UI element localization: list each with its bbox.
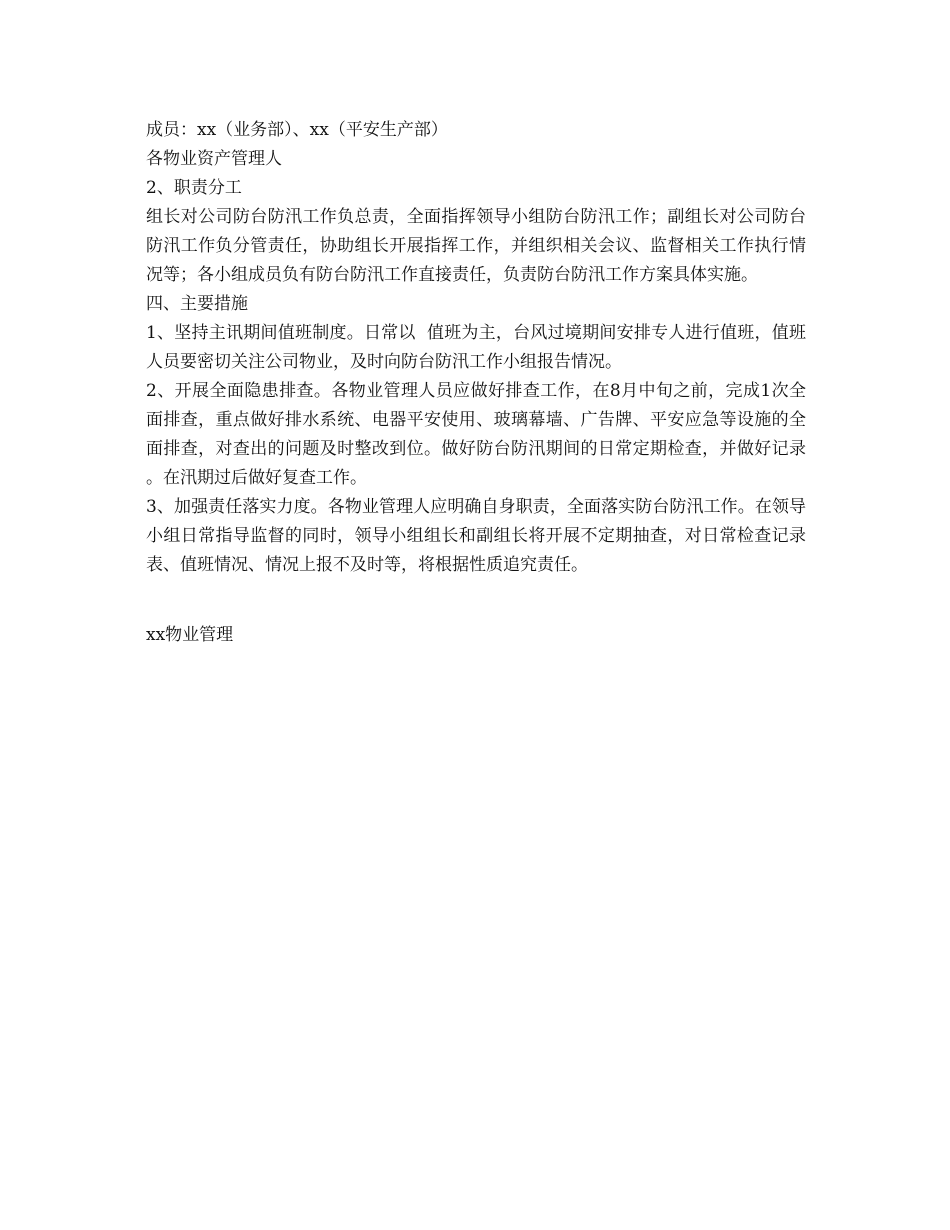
measure-3-paragraph: 3、加强责任落实力度。各物业管理人应明确自身职责，全面落实防台防汛工作。在领导小组日常指导监督的同时，领导小组组长和副组长将开展不定期抽查，对日常检查记录表、值班情况、情况上报不及时等，将根据性质追究责任。 <box>146 497 806 575</box>
signature-line: xx物业管理 <box>146 625 234 645</box>
asset-managers-line: 各物业资产管理人 <box>146 149 282 169</box>
blank-line <box>146 580 806 609</box>
members-line: 成员：xx（业务部）、xx（平安生产部） <box>146 120 448 140</box>
document-body <box>146 116 806 650</box>
measure-1-paragraph: 1、坚持主讯期间值班制度。日常以 值班为主，台风过境期间安排专人进行值班，值班人员要密切关注公司物业，及时向防台防汛工作小组报告情况。 <box>146 323 806 372</box>
responsibilities-paragraph: 组长对公司防台防汛工作负总责，全面指挥领导小组防台防汛工作；副组长对公司防台防汛工作负分管责任，协助组长开展指挥工作，并组织相关会议、监督相关工作执行情况等；各小组成员负有防台防汛工作直接责任，负责防台防汛工作方案具体实施。 <box>146 207 806 285</box>
section-heading-responsibilities: 2、职责分工 <box>146 178 242 198</box>
measure-2-paragraph: 2、开展全面隐患排查。各物业管理人员应做好排查工作，在8月中旬之前，完成1次全面排查，重点做好排水系统、电器平安使用、玻璃幕墙、广告牌、平安应急等设施的全面排查，对查出的问题及时整改到位。做好防台防汛期间的日常定期检查，并做好记录。在汛期过后做好复查工作。 <box>146 381 806 488</box>
section-heading-main-measures: 四、主要措施 <box>146 294 248 314</box>
